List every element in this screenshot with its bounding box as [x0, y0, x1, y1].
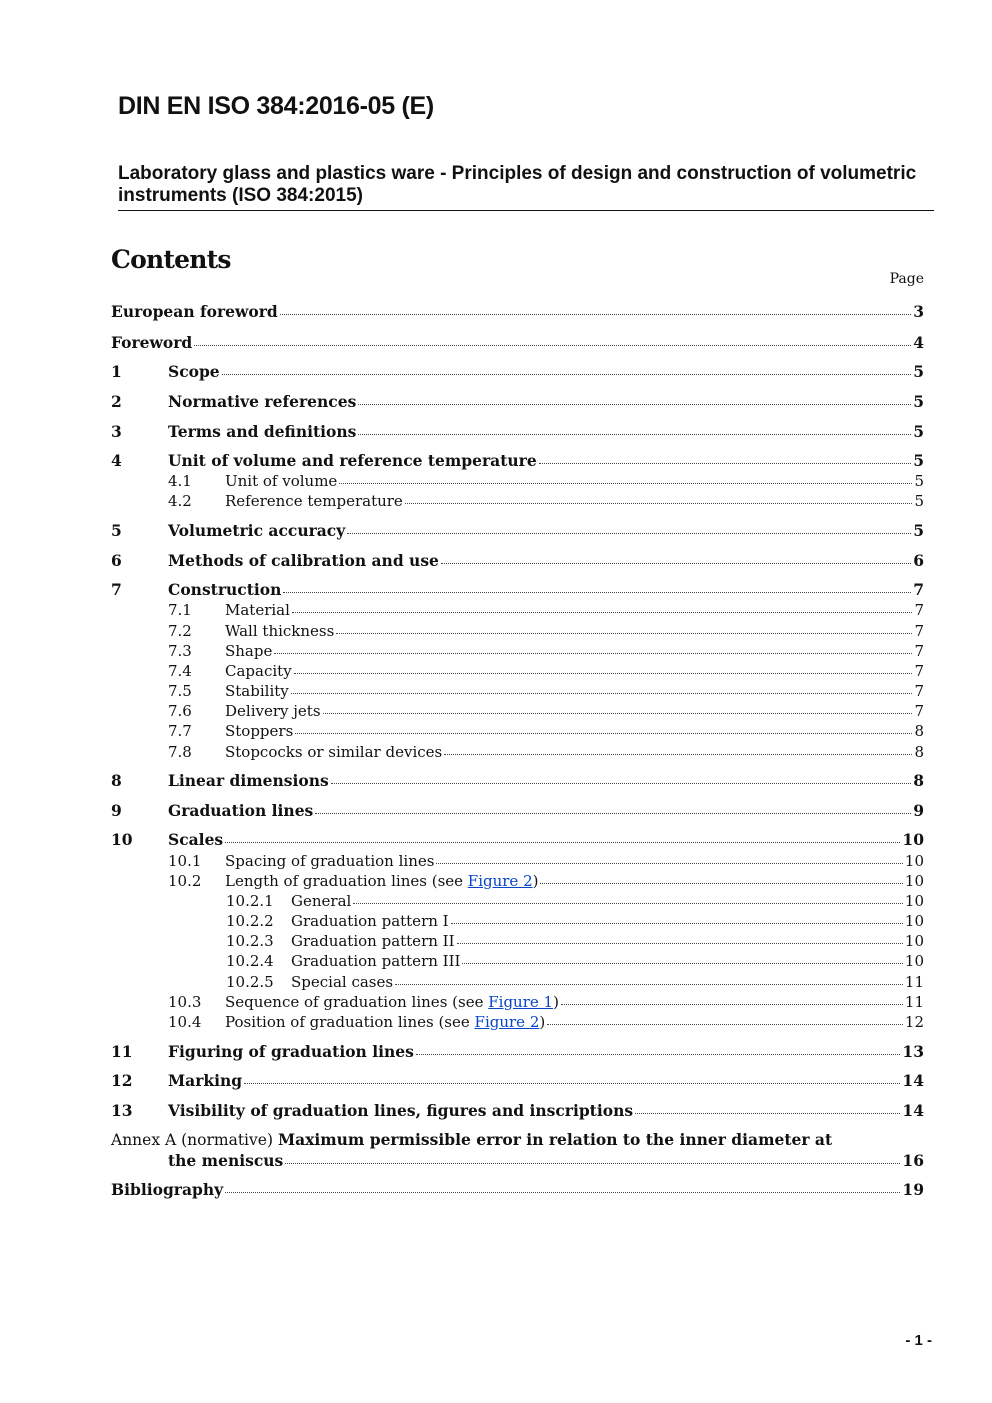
toc-entry-number: 13: [111, 1101, 133, 1120]
toc-entry[interactable]: [168, 660, 924, 682]
toc-leader: [336, 632, 912, 634]
toc-entry[interactable]: [168, 991, 924, 1013]
toc-entry-number: 10.2.5: [226, 973, 274, 991]
toc-leader: [274, 652, 912, 654]
toc-entry-title: Spacing of graduation lines: [225, 852, 435, 870]
toc-entry-title-text: Length of graduation lines (see: [225, 872, 468, 890]
toc-entry[interactable]: [111, 579, 924, 601]
toc-entry-title: Unit of volume and reference temperature: [168, 451, 537, 470]
toc-entry-number: 5: [111, 521, 122, 540]
toc-annex-line2[interactable]: [168, 1150, 924, 1172]
toc-entry-title: Marking: [168, 1071, 243, 1090]
toc-entry[interactable]: [111, 770, 924, 792]
toc-entry[interactable]: [168, 870, 924, 892]
toc-entry-title: Linear dimensions: [168, 771, 329, 790]
toc-entry[interactable]: [111, 1100, 924, 1122]
toc-entry-number: 10: [111, 830, 133, 849]
toc-entry-page: 5: [913, 362, 924, 381]
toc-entry-number: 10.3: [168, 993, 202, 1011]
toc-entry[interactable]: [168, 720, 924, 742]
toc-entry[interactable]: [226, 971, 924, 993]
toc-entry[interactable]: [226, 910, 924, 932]
toc-entry-page: 5: [914, 472, 924, 490]
toc-entry[interactable]: [111, 550, 924, 572]
toc-entry[interactable]: [168, 700, 924, 722]
toc-bibliography[interactable]: [111, 1179, 924, 1201]
toc-entry-title: Graduation pattern I: [291, 912, 449, 930]
toc-entry-page: 7: [914, 662, 924, 680]
toc-entry-title-suffix: ): [539, 1013, 546, 1031]
annex-prefix: Annex A (normative): [111, 1131, 273, 1149]
toc-leader: [291, 692, 913, 694]
toc-entry-title-text: Position of graduation lines (see: [225, 1013, 475, 1031]
toc-entry-title: Normative references: [168, 392, 357, 411]
toc-entry-page: 10: [904, 912, 924, 930]
toc-entry-page: 12: [904, 1013, 924, 1031]
toc-entry-page: 7: [914, 682, 924, 700]
annex-title-cont: the meniscus: [168, 1151, 284, 1170]
toc-leader: [339, 482, 912, 484]
toc-entry-page: 5: [913, 422, 924, 441]
document-id: DIN EN ISO 384:2016-05 (E): [118, 92, 434, 120]
toc-entry-title: Visibility of graduation lines, figures and inscriptions: [168, 1101, 634, 1120]
toc-entry-title: Wall thickness: [225, 622, 335, 640]
toc-entry[interactable]: [168, 470, 924, 492]
toc-entry-number: 7.3: [168, 642, 192, 660]
page-number-footer: - 1 -: [905, 1332, 932, 1349]
toc-leader: [292, 611, 913, 613]
toc-annex-line1[interactable]: [111, 1129, 832, 1151]
document-title: Laboratory glass and plastics ware - Principles of design and construction of volumetric instruments (ISO 384:2015): [118, 163, 917, 206]
toc-leader: [225, 841, 900, 843]
title-divider: [118, 210, 934, 211]
toc-entry-title: Volumetric accuracy: [168, 521, 346, 540]
toc-leader: [539, 462, 912, 464]
toc-entry-page: 7: [914, 702, 924, 720]
toc-entry-page: 7: [913, 580, 924, 599]
toc-entry-title: [225, 991, 559, 1013]
toc-entry-title: Special cases: [291, 973, 394, 991]
toc-entry-number: 2: [111, 392, 122, 411]
toc-entry-page: 9: [913, 801, 924, 820]
toc-entry-number: 7.8: [168, 743, 192, 761]
toc-entry-title: Stoppers: [225, 722, 294, 740]
toc-leader: [451, 922, 903, 924]
toc-leader: [561, 1003, 903, 1005]
toc-entry-number: 10.2.3: [226, 932, 274, 950]
toc-entry[interactable]: [111, 1070, 924, 1092]
toc-entry-page: 11: [904, 973, 924, 991]
toc-entry-page: 5: [913, 451, 924, 470]
toc-entry-page: 10: [904, 892, 924, 910]
toc-leader: [416, 1053, 901, 1055]
toc-leader: [395, 983, 903, 985]
toc-entry-number: 7.1: [168, 601, 192, 619]
toc-entry[interactable]: [111, 450, 924, 472]
toc-entry-number: 7.5: [168, 682, 192, 700]
toc-entry-title: European foreword: [111, 302, 278, 321]
figure-link[interactable]: Figure 2: [467, 872, 533, 890]
toc-leader: [444, 753, 912, 755]
toc-entry-number: 7.4: [168, 662, 192, 680]
toc-entry-title: Foreword: [111, 333, 193, 352]
toc-entry[interactable]: [168, 490, 924, 512]
toc-entry-title: Graduation pattern III: [291, 952, 461, 970]
toc-entry-page: 7: [914, 642, 924, 660]
toc-entry-page: 10: [904, 952, 924, 970]
toc-leader: [635, 1112, 900, 1114]
toc-entry[interactable]: [168, 640, 924, 662]
toc-entry-page: 5: [913, 521, 924, 540]
toc-entry-number: 10.2.2: [226, 912, 274, 930]
toc-entry[interactable]: [226, 930, 924, 952]
toc-entry-number: 8: [111, 771, 122, 790]
toc-leader: [283, 591, 911, 593]
toc-entry-title: Unit of volume: [225, 472, 338, 490]
toc-leader: [441, 562, 911, 564]
toc-leader: [331, 782, 911, 784]
toc-entry-title: Reference temperature: [225, 492, 403, 510]
toc-leader: [222, 373, 912, 375]
figure-link[interactable]: Figure 2: [474, 1013, 540, 1031]
toc-leader: [540, 882, 902, 884]
toc-entry[interactable]: [111, 520, 924, 542]
toc-entry[interactable]: [226, 890, 924, 912]
toc-entry[interactable]: [168, 741, 924, 763]
toc-entry-number: 7.7: [168, 722, 192, 740]
toc-entry-number: 1: [111, 362, 122, 381]
toc-entry-page: 14: [902, 1071, 924, 1090]
toc-entry-number: 6: [111, 551, 122, 570]
toc-leader: [358, 403, 911, 405]
annex-title: Maximum permissible error in relation to the inner diameter at: [277, 1130, 833, 1149]
toc-entry-title: Capacity: [225, 662, 292, 680]
toc-leader: [280, 313, 911, 315]
toc-entry-page: 16: [902, 1151, 924, 1170]
toc-entry-number: 11: [111, 1042, 133, 1061]
toc-entry-title: Stopcocks or similar devices: [225, 743, 443, 761]
toc-entry-number: 7.2: [168, 622, 192, 640]
toc-leader: [294, 672, 913, 674]
toc-entry-title: Material: [225, 601, 290, 619]
toc-entry-page: 10: [904, 932, 924, 950]
toc-entry-page: 7: [914, 622, 924, 640]
toc-entry-title: Methods of calibration and use: [168, 551, 439, 570]
toc-entry-title: Terms and definitions: [168, 422, 357, 441]
toc-entry[interactable]: [111, 301, 924, 323]
toc-entry-page: 8: [914, 743, 924, 761]
toc-entry[interactable]: [168, 620, 924, 642]
toc-entry-page: 8: [913, 771, 924, 790]
toc-entry-number: 4: [111, 451, 122, 470]
toc-leader: [194, 344, 911, 346]
toc-entry-number: 10.2.4: [226, 952, 274, 970]
toc-entry-title: [225, 870, 538, 892]
toc-entry-number: 10.2.1: [226, 892, 274, 910]
toc-leader: [285, 1162, 900, 1164]
toc-entry-title: Delivery jets: [225, 702, 321, 720]
toc-leader: [547, 1023, 903, 1025]
toc-leader: [295, 732, 912, 734]
toc-entry-page: 3: [913, 302, 924, 321]
toc-entry-page: 10: [902, 830, 924, 849]
toc-entry-page: 5: [914, 492, 924, 510]
toc-entry-page: 8: [914, 722, 924, 740]
toc-entry-number: 10.4: [168, 1013, 202, 1031]
toc-entry-number: 10.1: [168, 852, 202, 870]
toc-entry[interactable]: [226, 950, 924, 972]
toc-entry-title: Scales: [168, 830, 224, 849]
contents-heading: Contents: [111, 245, 231, 274]
toc-entry-title-suffix: ): [553, 993, 559, 1011]
toc-entry-number: 7: [111, 580, 122, 599]
toc-leader: [353, 902, 903, 904]
toc-leader: [457, 942, 903, 944]
toc-leader: [405, 502, 913, 504]
toc-leader: [315, 812, 911, 814]
toc-entry-title: [225, 1011, 545, 1033]
toc-entry-page: 5: [913, 392, 924, 411]
toc-entry-page: 13: [902, 1042, 924, 1061]
toc-entry[interactable]: [168, 680, 924, 702]
toc-leader: [436, 862, 902, 864]
toc-entry-page: 7: [914, 601, 924, 619]
toc-entry[interactable]: [111, 1041, 924, 1063]
toc-entry-page: 10: [904, 852, 924, 870]
toc-leader: [462, 962, 902, 964]
toc-entry-title-suffix: ): [532, 872, 539, 890]
figure-link[interactable]: Figure 1: [488, 993, 554, 1011]
toc-leader: [347, 532, 911, 534]
toc-leader: [225, 1191, 900, 1193]
toc-entry[interactable]: [168, 1011, 924, 1033]
toc-entry[interactable]: [111, 829, 924, 851]
toc-entry-title: Graduation pattern II: [291, 932, 455, 950]
toc-entry-number: 4.1: [168, 472, 192, 490]
toc-entry[interactable]: [168, 850, 924, 872]
toc-entry-page: 4: [913, 333, 924, 352]
toc-entry-title: Scope: [168, 362, 220, 381]
toc-entry-number: 12: [111, 1071, 133, 1090]
toc-entry-number: 9: [111, 801, 122, 820]
toc-entry-title: Construction: [168, 580, 282, 599]
toc-entry-title: Graduation lines: [168, 801, 314, 820]
toc-entry[interactable]: [111, 361, 924, 383]
toc-entry-title-text: Sequence of graduation lines (see: [225, 993, 489, 1011]
toc-leader: [323, 712, 913, 714]
toc-entry-title: Stability: [225, 682, 289, 700]
toc-entry-page: 14: [902, 1101, 924, 1120]
toc-entry[interactable]: [168, 599, 924, 621]
toc-entry-number: 3: [111, 422, 122, 441]
toc-entry-title: Figuring of graduation lines: [168, 1042, 414, 1061]
toc-entry-page: 10: [904, 872, 924, 890]
toc-leader: [244, 1082, 900, 1084]
toc-entry-number: 10.2: [168, 872, 202, 890]
toc-entry[interactable]: [111, 421, 924, 443]
toc-entry[interactable]: [111, 332, 924, 354]
page-column-label: Page: [889, 271, 924, 287]
toc-entry-page: 11: [904, 993, 924, 1011]
toc-entry-number: 7.6: [168, 702, 192, 720]
toc-entry-title: Bibliography: [111, 1180, 224, 1199]
toc-entry[interactable]: [111, 800, 924, 822]
toc-entry-title: General: [291, 892, 352, 910]
toc-entry-title: Shape: [225, 642, 273, 660]
toc-leader: [358, 433, 911, 435]
toc-entry[interactable]: [111, 391, 924, 413]
toc-entry-page: 6: [913, 551, 924, 570]
toc-entry-page: 19: [902, 1180, 924, 1199]
toc-entry-number: 4.2: [168, 492, 192, 510]
